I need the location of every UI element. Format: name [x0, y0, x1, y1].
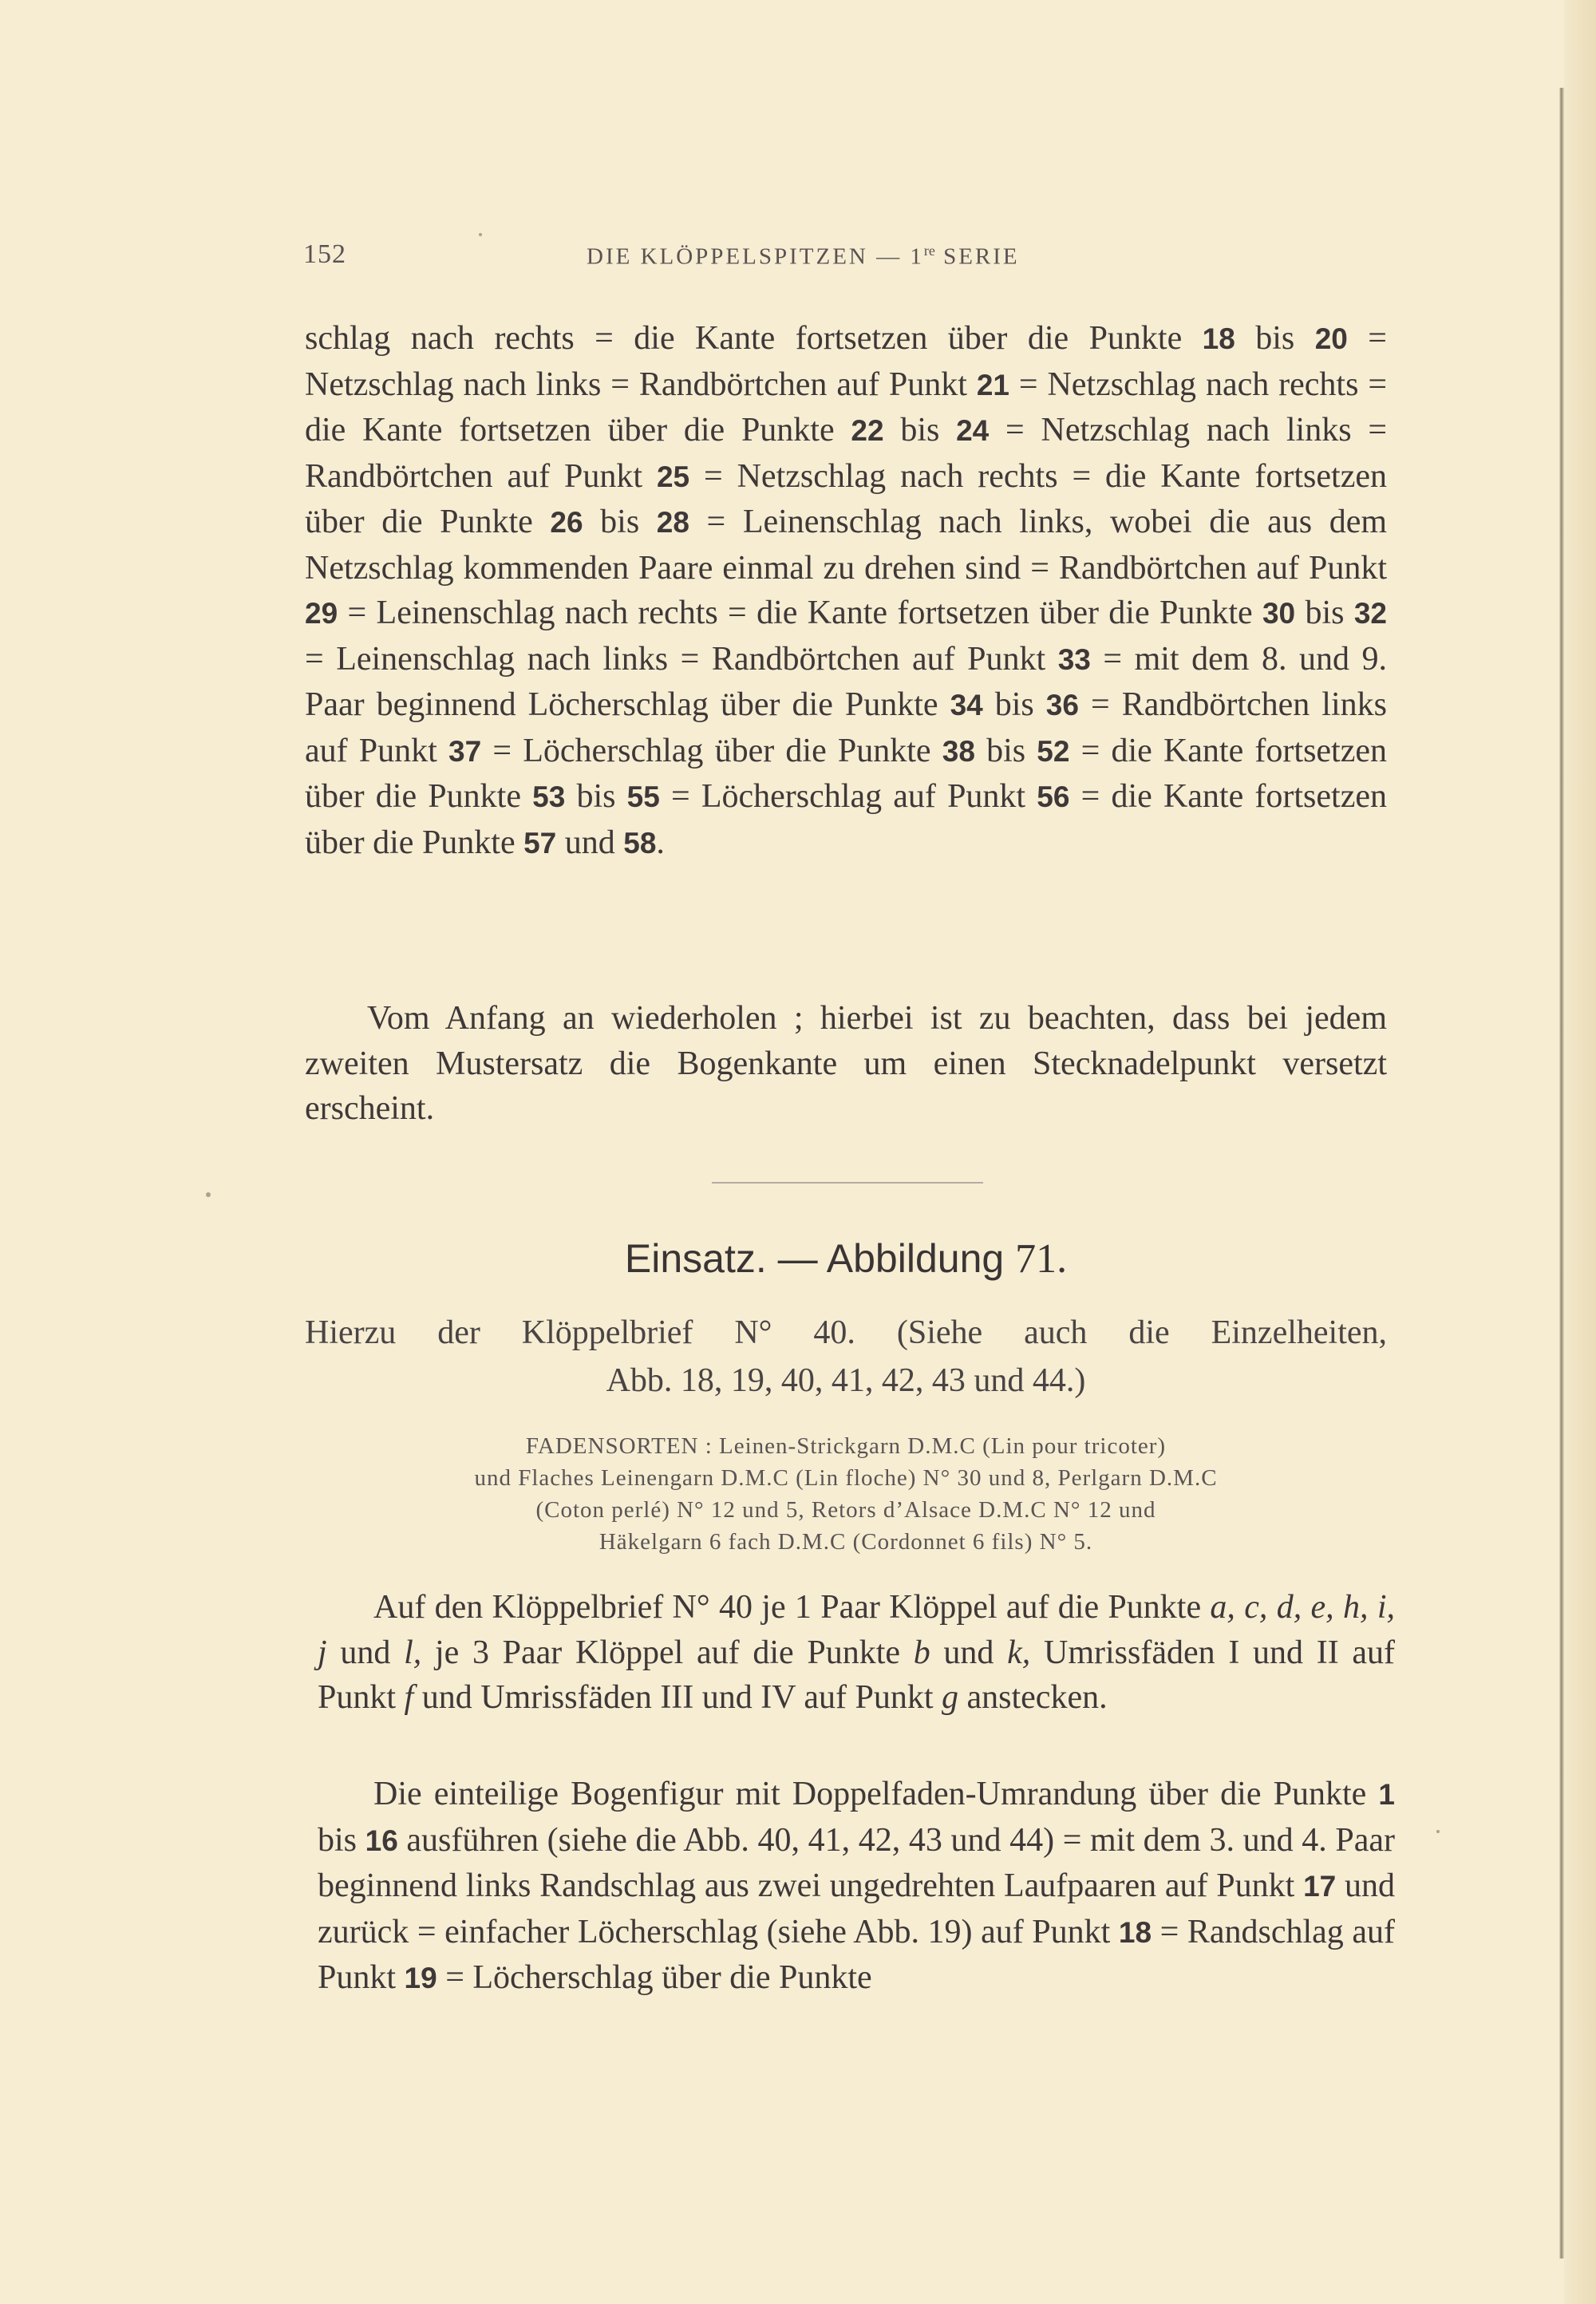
- point-number: 28: [656, 506, 689, 539]
- subtitle-line-2: Abb. 18, 19, 40, 41, 42, 43 und 44.): [606, 1362, 1086, 1399]
- materials-line: Häkelgarn 6 fach D.M.C (Cordonnet 6 fils) N° 5.: [598, 1529, 1093, 1555]
- point-number: 34: [950, 689, 983, 721]
- point-number: 24: [956, 414, 990, 447]
- point-number: 56: [1037, 781, 1070, 813]
- section-subtitle: [305, 1309, 1387, 1405]
- materials-line: FADENSORTEN : Leinen-Strickgarn D.M.C (Lin pour tricoter): [525, 1433, 1167, 1459]
- point-number: 22: [851, 414, 884, 447]
- point-number: 19: [404, 1962, 437, 1994]
- point-number: 21: [976, 368, 1009, 401]
- point-number: 53: [532, 781, 566, 813]
- point-number: 33: [1057, 642, 1091, 676]
- point-letter: l,: [404, 1634, 422, 1671]
- point-number: 18: [1118, 1915, 1152, 1949]
- paragraph-continued-instructions: schlag nach rechts = die Kante fortsetzen über die Punkte 18 bis 20 = Netzschlag nach links = Randbörtchen auf Punkt 21 = Netzschlag nach rechts = die Kante fortsetzen über die Punkte 22 bis 24 = Netzschlag nach links = Randbörtchen auf Punkt 25 = Netzschlag nach rechts = die Kante fortsetzen über die Punkte 26 bis 28 = Leinenschlag nach links, wobei die aus dem Netzschlag kommenden Paare einmal zu drehen sind = Randbörtchen auf Punkt 29 = Leinenschlag nach rechts = die Kante fortsetzen über die Punkte 30 bis 32 = Leinenschlag nach links = Randbörtchen auf Punkt 33 = mit dem 8. und 9. Paar beginnend Löcherschlag über die Punkte 34 bis 36 = Randbörtchen links auf Punkt 37 = Löcherschlag über die Punkte 38 bis 52 = die Kante fortsetzen über die Punkte 53 bis 55 = Löcherschlag auf Punkt 56 = die Kante fortsetzen über die Punkte 57 und 58.: [305, 320, 1388, 861]
- paragraph-repeat-note: Vom Anfang an wiederholen ; hierbei ist zu beachten, dass bei jedem zweiten Mustersatz die Bogenkante um einen Stecknadelpunkt versetzt erscheint.: [305, 1000, 1387, 1127]
- section-divider-rule: [712, 1182, 983, 1184]
- point-number: 29: [305, 597, 338, 630]
- point-number: 18: [1202, 322, 1235, 355]
- paper-speck: [206, 1192, 211, 1197]
- point-number: 20: [1314, 322, 1348, 355]
- point-letter: g: [942, 1679, 958, 1716]
- point-number: 30: [1262, 597, 1296, 630]
- section-heading-text: Einsatz. — Abbildung: [624, 1236, 1005, 1281]
- point-number: 55: [626, 781, 660, 813]
- running-title-end: SERIE: [934, 243, 1020, 270]
- point-number: 1: [1378, 1778, 1395, 1811]
- section-heading: [305, 1235, 1387, 1282]
- paragraph-arch-figure-instructions: Die einteilige Bogenfigur mit Doppelfaden-Umrandung über die Punkte 1 bis 16 ausführen (siehe die Abb. 40, 41, 42, 43 und 44) = mit dem 3. und 4. Paar beginnend links Randschlag aus zwei ungedrehten Laufpaaren auf Punkt 17 und zurück = einfacher Löcherschlag (siehe Abb. 19) auf Punkt 18 = Randschlag auf Punkt 19 = Löcherschlag über die Punkte: [318, 1776, 1396, 1996]
- point-number: 38: [942, 734, 975, 768]
- point-number: 25: [656, 460, 690, 493]
- point-number: 52: [1037, 734, 1070, 768]
- running-head: [303, 239, 1389, 271]
- point-letter: k,: [1007, 1634, 1031, 1671]
- point-number: 32: [1353, 597, 1388, 630]
- paper-speck: [1436, 1830, 1440, 1833]
- paragraph-bobbin-setup: Auf den Klöppelbrief N° 40 je 1 Paar Klöppel auf die Punkte a, c, d, e, h, i, j und l, je 3 Paar Klöppel auf die Punkte b und k, Umrissfäden I und II auf Punkt f und Umrissfäden III und IV auf Punkt g anstecken.: [318, 1589, 1396, 1716]
- subtitle-line-1: Hierzu der Klöppelbrief N° 40. (Siehe auch die Einzelheiten,: [305, 1314, 1387, 1351]
- figure-number: 71.: [1015, 1236, 1068, 1282]
- running-title-superscript: re: [923, 243, 935, 259]
- page-edge-shadow: [1564, 0, 1596, 2304]
- point-number: 36: [1045, 689, 1079, 721]
- page-binding-edge: [1559, 88, 1564, 2259]
- page-number: 152: [303, 239, 346, 269]
- point-number: 17: [1303, 1870, 1337, 1903]
- running-title: [587, 243, 1020, 271]
- materials-line: und Flaches Leinengarn D.M.C (Lin floche) N° 30 und 8, Perlgarn D.M.C: [474, 1465, 1218, 1491]
- point-number: 58: [623, 826, 657, 860]
- paper-speck: [479, 233, 482, 236]
- point-number: 37: [448, 734, 482, 768]
- point-number: 57: [523, 826, 557, 860]
- point-letter: a, c, d, e, h, i, j: [318, 1589, 1395, 1671]
- point-number: 26: [550, 506, 583, 539]
- point-letter: f: [404, 1679, 414, 1716]
- point-letter: b: [913, 1634, 930, 1671]
- point-number: 16: [365, 1824, 398, 1857]
- running-title-text: DIE KLÖPPELSPITZEN — 1: [587, 243, 924, 270]
- thread-materials-list: [305, 1430, 1387, 1558]
- materials-line: (Coton perlé) N° 12 und 5, Retors d’Alsace D.M.C N° 12 und: [535, 1497, 1156, 1523]
